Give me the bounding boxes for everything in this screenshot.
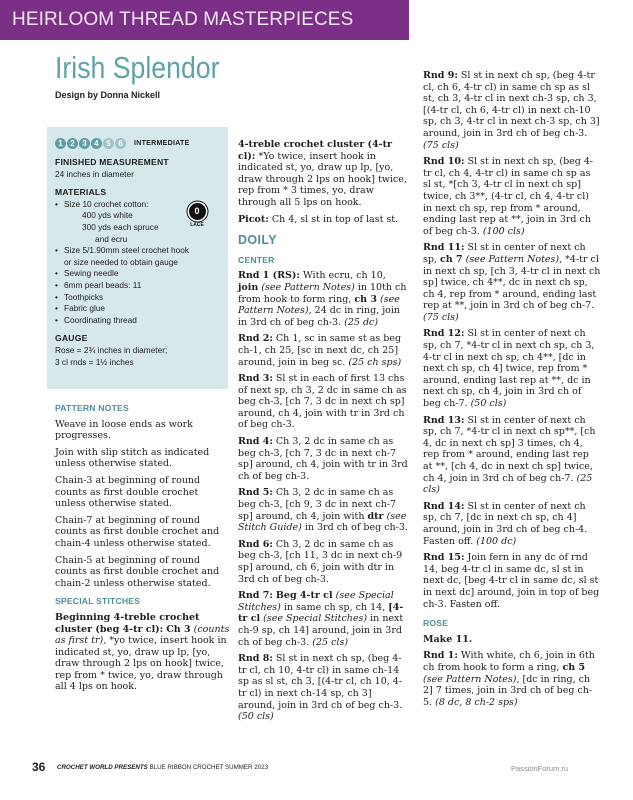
round-note: (see Pattern Notes) — [238, 293, 400, 317]
skill-level-3: 3 — [79, 138, 90, 149]
info-box-content — [55, 135, 227, 368]
round-instruction — [423, 501, 601, 547]
materials-heading: MATERIALS — [55, 187, 107, 198]
round-instruction — [423, 552, 601, 610]
column-2 — [238, 139, 409, 728]
round-text: Sl st in next ch sp, (beg 4-tr cl, ch 4, 4-tr cl) in same ch sp as sl st, *[ch 3, 4-tr cl in next ch sp] twice, ch 3**, (4-tr cl, ch 4, 4-tr cl) in next ch sp, rep from * around, ending last rep at **, join in 3rd ch of beg ch-3. — [423, 156, 594, 237]
thread-ecru: and ecru — [95, 233, 128, 244]
pattern-info-box — [47, 127, 228, 389]
pattern-note: Chain-5 at beginning of round counts as first double crochet and chain-2 unless otherwise stated. — [55, 554, 220, 589]
skill-level-5: 5 — [103, 138, 114, 149]
round-count: (25 cls) — [312, 636, 349, 648]
pattern-note: Chain-7 at beginning of round counts as first double crochet and chain-4 unless otherwise stated. — [55, 514, 220, 549]
round-text: , [dc in ring, ch 2] 7 times, join in 3rd ch of beg ch-5. — [423, 673, 593, 708]
round-label: Rnd 14: — [423, 500, 465, 512]
round-label: Rnd 8: — [238, 653, 273, 665]
round-label: Rnd 15: — [423, 552, 465, 564]
round-label: Rnd 7: — [238, 590, 273, 602]
round-instruction — [423, 70, 601, 151]
round-label: Rnd 12: — [423, 328, 465, 340]
pattern-note: Chain-3 at beginning of round counts as first double crochet unless otherwise stated. — [55, 474, 201, 510]
round-instruction — [423, 242, 601, 323]
finished-measurement-heading: FINISHED MEASUREMENT — [55, 157, 169, 167]
round-text: Sl st in center of next ch sp, — [423, 242, 586, 265]
materials-item — [55, 245, 227, 268]
doily-heading: DOILY — [238, 233, 278, 248]
stitch-name: Picot: — [238, 213, 269, 225]
round-count: (100 dc) — [476, 535, 517, 547]
skill-level-6: 6 — [115, 138, 126, 149]
round-term: ch 3 — [354, 293, 377, 305]
round-instruction — [238, 436, 409, 482]
round-count: (50 cls) — [470, 398, 507, 410]
thread-white: 400 yds white — [82, 210, 133, 221]
round-text: Ch 3, 2 dc in same ch as beg ch-3, [ch 9, 3 dc in next ch-7 sp] around, ch 4, join with — [238, 487, 397, 522]
site-watermark: PassionForum.ru — [511, 764, 569, 773]
yarn-weight-number: 0 — [189, 203, 206, 220]
stitch-definition — [238, 214, 409, 226]
stitch-text: *Yo twice, insert hook in indicated st, yo, draw up lp, [yo, draw through 2 lps on hook] twice, rep from * 3 times, yo, draw through all 5 lps on hook. — [238, 150, 407, 208]
round-label: Rnd 2: — [238, 333, 273, 345]
round-note: (see Special Stitches) — [263, 613, 368, 625]
stitch-name: 4-treble crochet cluster (4-tr cl): — [238, 139, 392, 162]
pattern-note: Weave in loose ends as work progresses. — [55, 418, 193, 442]
round-label: Rnd 11: — [423, 242, 465, 254]
round-text: in next ch-9 sp, ch 14] around, join in 3rd ch of beg ch-3. — [238, 613, 404, 648]
banner-title: HEIRLOOM THREAD MASTERPIECES — [12, 9, 354, 30]
materials-item: • Toothpicks — [55, 292, 227, 304]
materials-item: • 6mm pearl beads: 11 — [55, 280, 227, 292]
round-note: (see Pattern Notes) — [465, 253, 560, 265]
make-instruction — [423, 634, 601, 646]
round-text: With ecru, ch 10, — [302, 270, 386, 282]
round-instruction — [238, 487, 409, 533]
materials-item: • Coordinating thread — [55, 315, 227, 327]
round-text: Ch 3, 2 dc in same ch as beg ch-3, [ch 7, 3 dc in next ch-7 sp] around, ch 4, join with tr in 3rd ch of beg ch-3. — [238, 436, 408, 482]
round-text: Sl st in center of next ch sp, ch 7, *4-tr cl in next ch sp, ch 3, 4-tr cl in next ch sp, ch 4**, [dc in next ch sp, ch 4] twice, rep from * around, ending last rep at **, dc in next ch sp, ch 4, join in 3rd ch of beg ch-7. — [423, 328, 595, 410]
round-term: ch 5 — [562, 661, 586, 673]
thread-requirement: Size 10 crochet cotton: — [64, 198, 149, 209]
yarn-weight-icon — [187, 203, 207, 229]
round-term: join — [238, 281, 259, 293]
round-instruction — [238, 373, 409, 431]
round-instruction — [238, 270, 409, 328]
round-text: Sl st in center of next ch sp, ch 7, [dc in next ch sp, ch 4] around, join in 3rd ch of beg ch-4. Fasten off. — [423, 500, 588, 547]
round-label: Rnd 3: — [238, 373, 273, 385]
round-term: Beg 4-tr cl — [275, 590, 333, 602]
round-count: (25 ch sps) — [348, 356, 402, 368]
round-label: Rnd 1: — [423, 650, 458, 662]
round-count: (8 dc, 8 ch-2 sps) — [435, 696, 518, 708]
materials-item: • Fabric glue — [55, 303, 227, 315]
round-text: in same ch sp, ch 14, — [283, 601, 386, 613]
section-banner — [0, 0, 409, 40]
round-text: Sl st in center of next ch sp, ch 7, *4-tr cl in next ch sp**, [ch 4, dc in next ch sp] 3 times, ch 4, rep from * around, ending last rep at **, [ch 4, dc in next ch sp] twice, ch 4, join in 3rd ch of beg ch-7. — [423, 414, 596, 484]
round-count: (25 dc) — [344, 316, 379, 328]
skill-level-label: INTERMEDIATE — [134, 139, 190, 147]
stitch-note: (counts as first tr), — [55, 623, 230, 647]
round-count: (25 cls) — [423, 472, 593, 496]
round-text: Ch 3, 2 dc in same ch as beg ch-3, [ch 11, 3 dc in next ch-9 sp] around, ch 6, join with dtr in 3rd ch of beg ch-3. — [238, 538, 403, 585]
round-instruction — [423, 650, 601, 708]
stitch-chain: Ch 3 — [166, 623, 191, 635]
round-instruction — [238, 539, 409, 585]
magazine-name — [57, 764, 268, 771]
skill-level-1: 1 — [55, 138, 66, 149]
gauge-line-1: Rose = 2¾ inches in diameter; — [55, 344, 168, 355]
hook-line-2: or size needed to obtain gauge — [64, 256, 178, 267]
round-text: Sl st in next ch sp, (beg 4-tr cl, ch 10, 4-tr cl) in same ch-14 sp as sl st, ch 3, [(4-tr cl, ch 10, 4-tr cl) in next ch-14 sp, ch 3] around, join in 3rd ch of beg ch-3. — [238, 653, 403, 711]
gauge-heading: GAUGE — [55, 333, 88, 344]
round-label: Rnd 13: — [423, 414, 465, 426]
pattern-note: Join with slip stitch as indicated unless otherwise stated. — [55, 446, 210, 470]
round-label: Rnd 6: — [238, 538, 273, 550]
stitch-name: Beginning 4-treble crochet cluster (beg 4-tr cl): — [55, 611, 200, 635]
round-text: , *4-tr cl in next ch sp, [ch 3, 4-tr cl in next ch sp] twice, ch 4**, dc in next ch sp, ch 4, rep from * around, ending last rep at **, join in 3rd ch of beg ch-7. — [423, 253, 601, 312]
hook-line-1: Size 5/1.90mm steel crochet hook — [64, 245, 189, 256]
round-count: (100 cls) — [482, 225, 525, 237]
round-note: (see Stitch Guide) — [238, 510, 407, 534]
magazine-brand: CROCHET WORLD PRESENTS — [57, 764, 148, 771]
column-1 — [55, 403, 231, 698]
round-instruction — [423, 156, 601, 237]
round-label: Rnd 4: — [238, 436, 273, 448]
round-text: in 10th ch from hook to form ring, — [238, 281, 407, 305]
page-number: 36 — [32, 760, 46, 774]
round-note: (see Special Stitches) — [238, 590, 394, 613]
round-instruction — [238, 590, 409, 648]
yarn-weight-label: LACE — [190, 222, 204, 228]
round-text: Sl st in next ch sp, (beg 4-tr cl, ch 6, 4-tr cl) in same ch sp as sl st, ch 3, 4-tr cl in next ch-3 sp, ch 3, [(4-tr cl, ch 6, 4-tr cl) in next ch-10 sp, ch 3, 4-tr cl in next ch-3 sp, ch 3] around, join in 3rd ch of beg ch-3. — [423, 70, 600, 139]
round-text: With white, ch 6, join in 6th ch from hook to form a ring, — [423, 650, 595, 673]
round-text: , 24 dc in ring, join in 3rd ch of beg ch-3. — [238, 305, 401, 328]
round-text: Ch 1, sc in same st as beg ch-1, ch 25, [sc in next dc, ch 25] around, join in beg sc. — [238, 333, 402, 368]
round-count: (75 cls) — [423, 139, 459, 151]
finished-measurement-value: 24 inches in diameter — [55, 168, 134, 179]
round-text: Sl st in each of first 13 chs of next sp, ch 3, 2 dc in same ch as beg ch-3, [ch 7, 3 dc in next ch sp] around, ch 4, join with tr in 3rd ch of beg ch-3. — [238, 373, 407, 431]
page-footer — [0, 760, 633, 778]
stitch-definition — [55, 612, 231, 693]
round-term: ch 7 — [440, 253, 463, 265]
round-text: in 3rd ch of beg ch-3. — [304, 522, 408, 534]
skill-level — [55, 135, 227, 152]
round-instruction — [238, 653, 409, 723]
stitch-text: *yo twice, insert hook in indicated st, yo, draw up lp, [yo, draw through 2 lps on hook] twice, rep from * twice, yo, draw through all 4 lps on hook. — [55, 635, 227, 693]
center-heading: CENTER — [238, 254, 275, 265]
special-stitches-heading: SPECIAL STITCHES — [55, 596, 141, 607]
skill-level-2: 2 — [67, 138, 78, 149]
pattern-notes-heading: PATTERN NOTES — [55, 403, 129, 413]
round-label: Rnd 5: — [238, 487, 273, 499]
round-count: (50 cls) — [238, 711, 274, 723]
round-instruction — [238, 333, 409, 368]
round-instruction — [423, 415, 601, 496]
round-instruction — [423, 328, 601, 409]
thread-spruce: 300 yds each spruce — [82, 221, 159, 232]
make-count: Make 11. — [423, 633, 473, 645]
skill-level-4: 4 — [91, 138, 102, 149]
rose-heading: ROSE — [423, 618, 449, 629]
stitch-text: Ch 4, sl st in top of last st. — [271, 213, 399, 225]
column-3 — [423, 70, 601, 713]
round-label: Rnd 9: — [423, 70, 458, 81]
designer-credit: Design by Donna Nickell — [55, 90, 161, 100]
round-label: Rnd 10: — [423, 156, 465, 168]
round-note: (see Pattern Notes) — [261, 281, 355, 293]
round-term: dtr — [367, 510, 384, 522]
round-text: Join fern in any dc of rnd 14, beg 4-tr cl in same dc, sl st in next dc, [beg 4-tr cl in same dc, sl st in next dc] around, join in top of beg ch-3. Fasten off. — [423, 552, 600, 610]
round-label: Rnd 1 (RS): — [238, 270, 300, 282]
round-note: (see Pattern Notes) — [423, 673, 517, 685]
materials-item: • Sewing needle — [55, 268, 227, 280]
stitch-definition — [238, 139, 409, 209]
pattern-title: Irish Splendor — [55, 50, 220, 85]
round-term: [4-tr cl — [238, 601, 404, 625]
round-count: (75 cls) — [423, 311, 459, 323]
magazine-issue: BLUE RIBBON CROCHET SUMMER 2023 — [149, 764, 269, 771]
gauge-line-2: 3 cl rnds = 1½ inches — [55, 356, 134, 367]
